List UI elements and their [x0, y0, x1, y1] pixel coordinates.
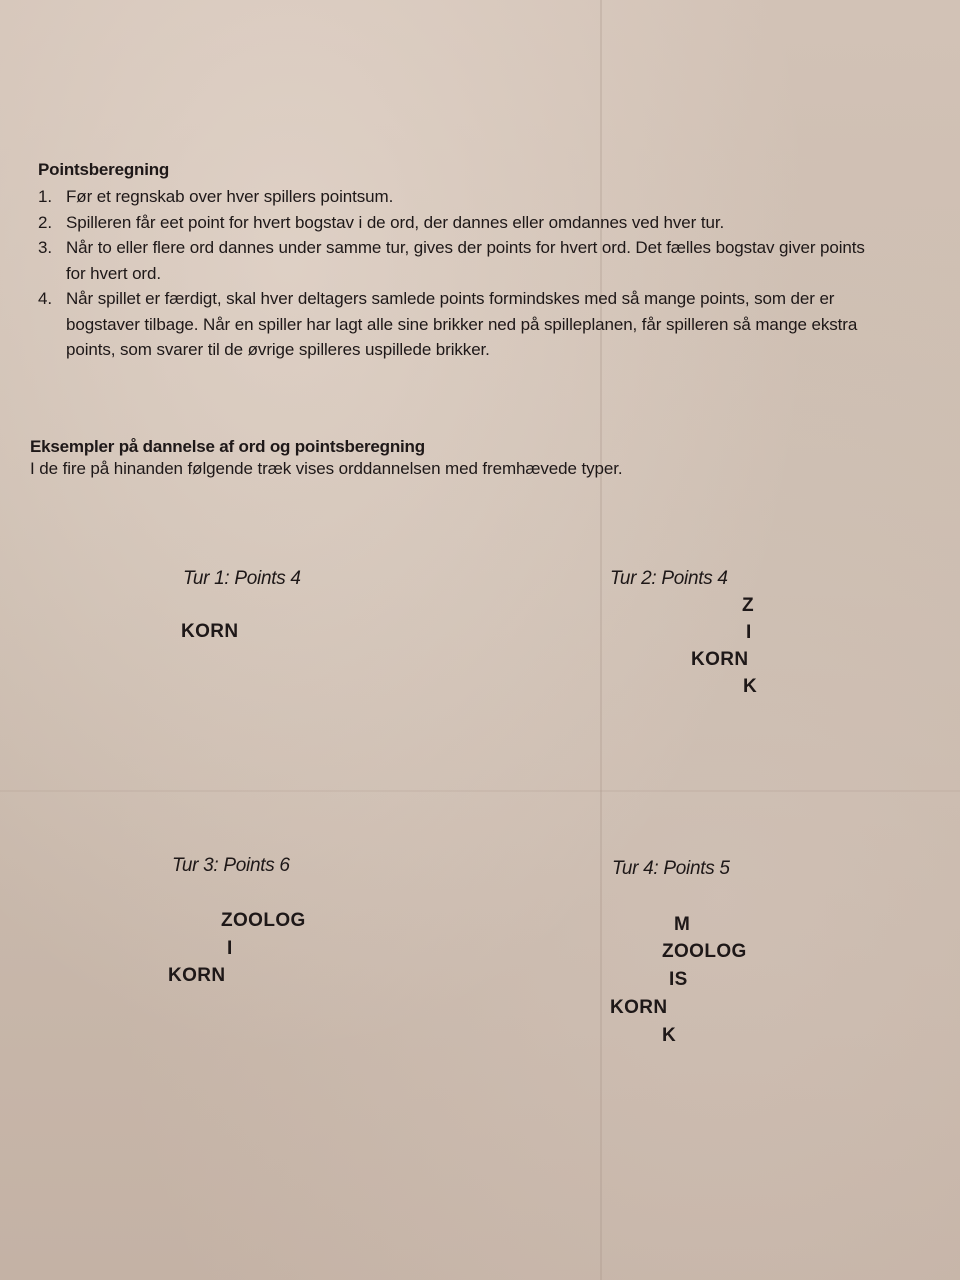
turn-4-word-line: M [674, 914, 691, 935]
rule-item [38, 184, 880, 210]
rule-text: Når spillet er færdigt, skal hver deltagers samlede points formindskes med så mange points, som der er bogstaver tilbage. Når en spiller har lagt alle sine brikker ned på spilleplanen, får spilleren så mange ekstra points, som svarer til de øvrige spilleres uspillede brikker. [66, 289, 858, 359]
paper-fold-horizontal [0, 790, 960, 792]
rule-item [38, 210, 880, 236]
points-section-title: Pointsberegning [38, 160, 170, 179]
turn-4-word-line: KORN [610, 997, 668, 1018]
rule-item [38, 235, 880, 286]
rule-text: Før et regnskab over hver spillers pointsum. [66, 187, 394, 206]
turn-1-heading: Tur 1: Points 4 [183, 568, 301, 589]
turn-3-heading: Tur 3: Points 6 [172, 855, 290, 876]
turn-2-word-line: K [743, 676, 758, 697]
turn-2-word-line: KORN [691, 649, 749, 670]
turn-4-word-line: ZOOLOG [662, 941, 747, 962]
turn-1-word-line: KORN [181, 621, 239, 642]
turn-3-word-line: ZOOLOG [221, 910, 306, 931]
points-section [38, 160, 880, 363]
rules-list [38, 184, 880, 363]
turn-3-word-line: I [227, 938, 233, 959]
turn-4-word-line: IS [669, 969, 688, 990]
rule-number: 2. [38, 212, 52, 232]
rule-number: 3. [38, 238, 52, 257]
rule-text: Når to eller flere ord dannes under samme tur, gives der points for hvert ord. Det fælles bogstav giver points for hvert ord. [66, 238, 865, 283]
examples-section [30, 437, 900, 479]
turn-2-word-line: Z [742, 595, 755, 616]
turn-3-word-line: KORN [168, 965, 226, 986]
rule-number: 4. [38, 289, 52, 308]
rule-item [38, 286, 880, 363]
examples-title: Eksempler på dannelse af ord og pointsberegning [30, 437, 425, 456]
turn-4-heading: Tur 4: Points 5 [612, 858, 730, 879]
rule-text: Spilleren får eet point for hvert bogstav i de ord, der dannes eller omdannes ved hver tur. [66, 212, 725, 232]
turn-2-word-line: I [746, 622, 752, 643]
turn-4-word-line: K [662, 1025, 677, 1046]
examples-intro: I de fire på hinanden følgende træk vises orddannelsen med fremhævede typer. [30, 459, 623, 478]
turn-2-heading: Tur 2: Points 4 [610, 568, 728, 589]
rule-number: 1. [38, 187, 52, 206]
